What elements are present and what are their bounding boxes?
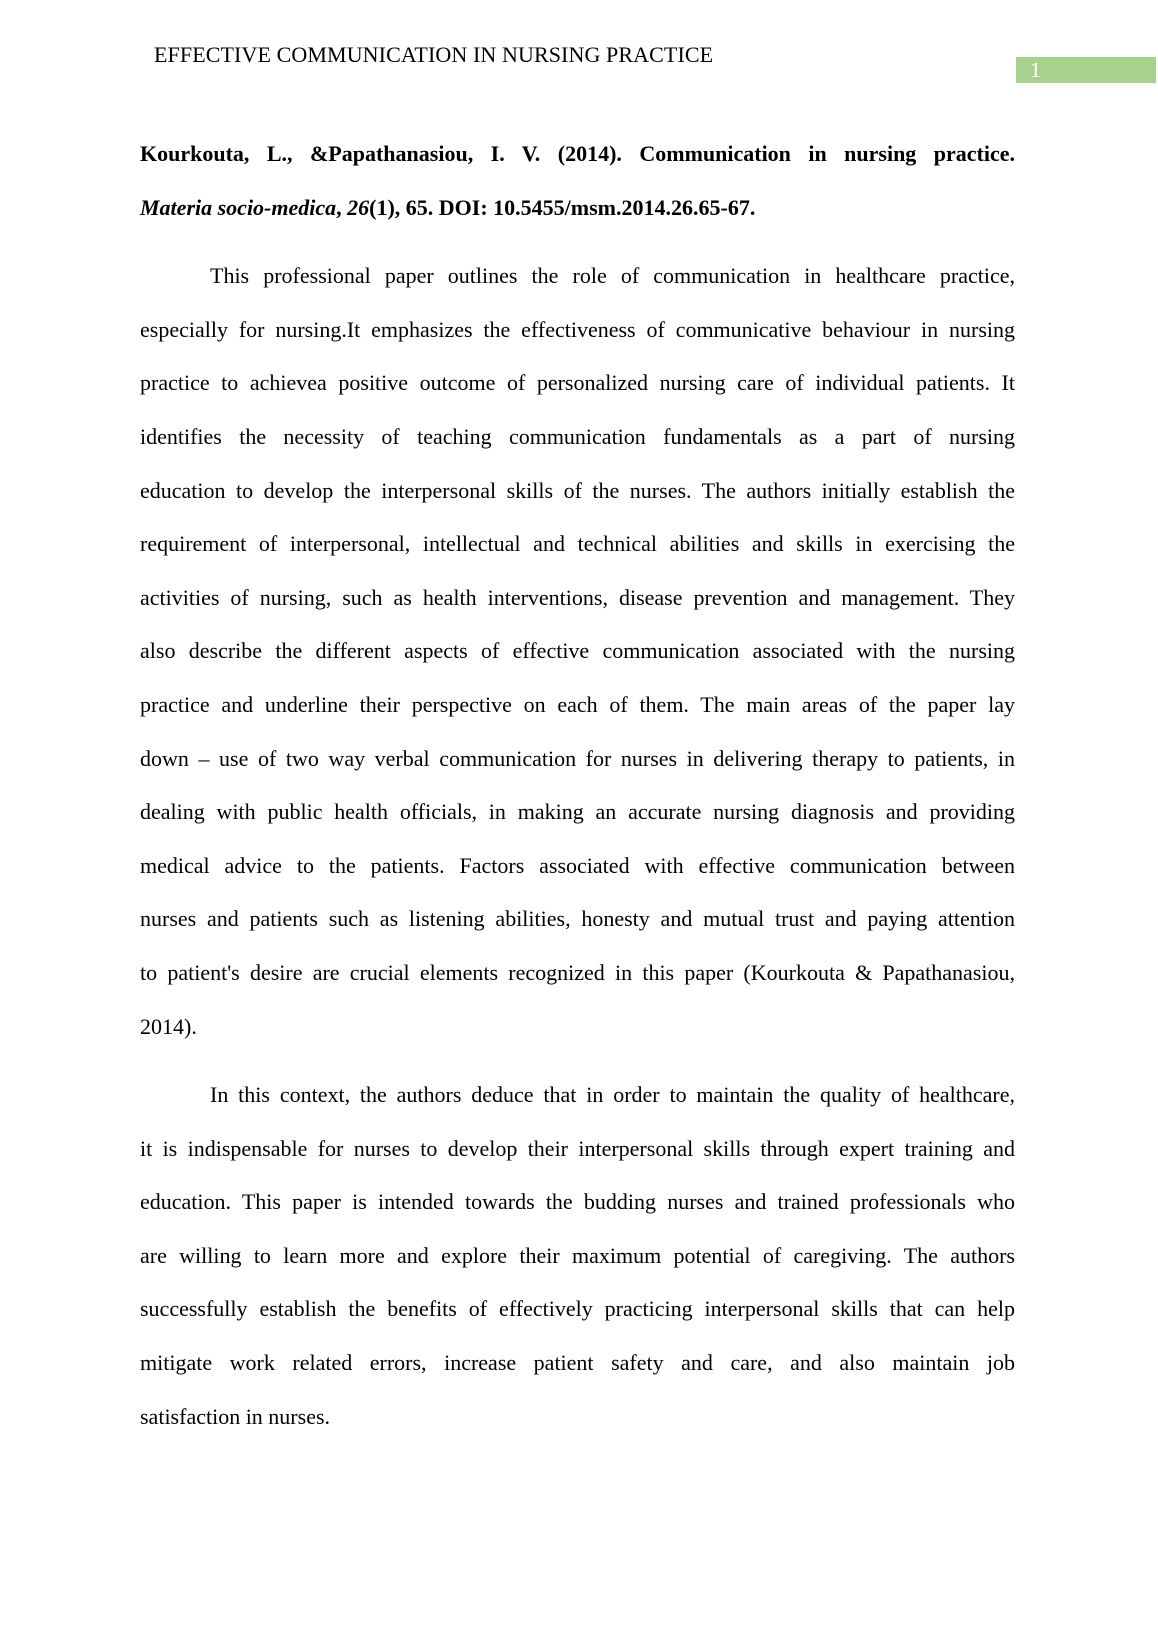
paragraph-line: nurses and patients such as listening abilities, honesty and mutual trust and paying attention: [140, 906, 1015, 932]
citation-line-1: Kourkouta, L., &Papathanasiou, I. V. (2014). Communication in nursing practice.: [140, 141, 1015, 166]
summary-paragraph-2: [140, 1068, 1015, 1443]
paragraph-line: This professional paper outlines the role of communication in healthcare practice,: [210, 263, 1015, 289]
citation-details: (1), 65. DOI: 10.5455/msm.2014.26.65-67.: [369, 194, 756, 220]
paragraph-line: satisfaction in nurses.: [140, 1403, 331, 1429]
paragraph-line: down – use of two way verbal communication for nurses in delivering therapy to patients, in: [140, 745, 1015, 771]
summary-paragraph-1: [140, 249, 1015, 1053]
paragraph-line: education. This paper is intended towards the budding nurses and trained professionals who: [140, 1189, 1015, 1215]
document-body: [140, 127, 1015, 1458]
paragraph-line: also describe the different aspects of effective communication associated with the nursing: [140, 638, 1015, 664]
running-head: EFFECTIVE COMMUNICATION IN NURSING PRACTICE: [154, 42, 714, 67]
paragraph-line: mitigate work related errors, increase patient safety and care, and also maintain job: [140, 1350, 1015, 1376]
journal-volume: 26: [347, 194, 370, 220]
paragraph-line: especially for nursing.It emphasizes the effectiveness of communicative behaviour in nursing: [140, 316, 1015, 342]
reference-citation: [140, 127, 1015, 234]
paragraph-line: dealing with public health officials, in making an accurate nursing diagnosis and providing: [140, 799, 1015, 825]
paragraph-line: practice to achievea positive outcome of personalized nursing care of individual patients. It: [140, 370, 1015, 396]
citation-separator: ,: [336, 194, 348, 220]
paragraph-line: are willing to learn more and explore their maximum potential of caregiving. The authors: [140, 1242, 1015, 1268]
paragraph-line: In this context, the authors deduce that in order to maintain the quality of healthcare,: [210, 1082, 1015, 1108]
paragraph-line: practice and underline their perspective on each of them. The main areas of the paper lay: [140, 691, 1015, 717]
paragraph-line: 2014).: [140, 1013, 197, 1039]
citation-line-2: [140, 181, 1015, 235]
journal-title: Materia socio-medica: [140, 194, 337, 220]
paragraph-line: to patient's desire are crucial elements recognized in this paper (Kourkouta & Papathanasiou,: [140, 959, 1015, 985]
paragraph-line: activities of nursing, such as health interventions, disease prevention and management. They: [140, 584, 1015, 610]
paragraph-line: requirement of interpersonal, intellectual and technical abilities and skills in exercising the: [140, 531, 1015, 557]
paragraph-line: it is indispensable for nurses to develop their interpersonal skills through expert training and: [140, 1135, 1015, 1161]
paragraph-line: identifies the necessity of teaching communication fundamentals as a part of nursing: [140, 423, 1015, 449]
paragraph-line: education to develop the interpersonal skills of the nurses. The authors initially establish the: [140, 477, 1015, 503]
page-number: 1: [1030, 57, 1041, 82]
paragraph-line: medical advice to the patients. Factors associated with effective communication between: [140, 852, 1015, 878]
page-number-box: [1016, 57, 1156, 83]
paragraph-line: successfully establish the benefits of effectively practicing interpersonal skills that can help: [140, 1296, 1015, 1322]
